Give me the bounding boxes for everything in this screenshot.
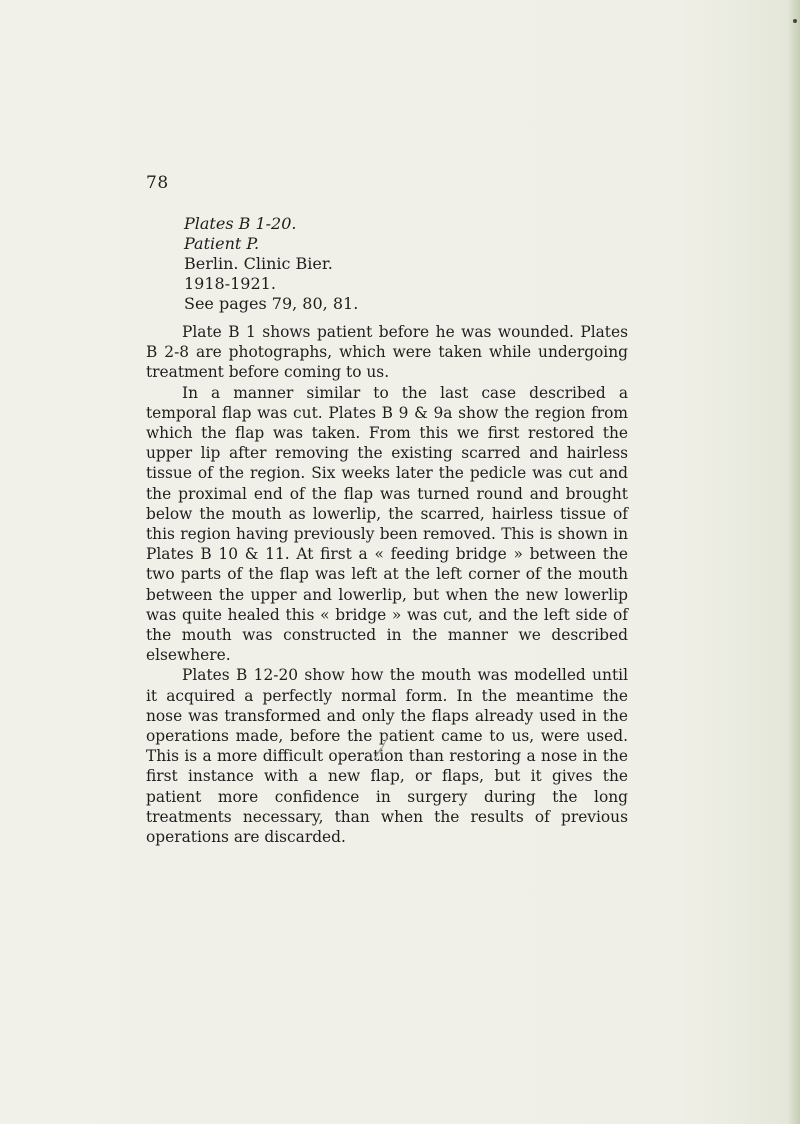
caption-see-pages: See pages 79, 80, 81.	[184, 294, 359, 313]
body-text	[146, 322, 628, 847]
paragraph-3: Plates B 12-20 show how the mouth was modelled until it acquired a perfectly normal form. In the meantime the nose was transformed and only the flaps already used in the operations made, before the patient came to us, were used. This is a more difficult operation than restoring a nose in the first instance with a new flap, or flaps, but it gives the patient more confidence in surgery during the long treatments necessary, than when the results of previous operations are discarded.	[146, 666, 628, 847]
ink-dot-mark	[793, 19, 797, 23]
page-edge-shadow	[788, 0, 800, 1124]
pencil-scratch-mark	[372, 732, 390, 762]
plate-caption	[184, 214, 358, 314]
caption-plates: Plates B 1-20.	[184, 214, 297, 233]
page-number: 78	[146, 173, 169, 193]
paragraph-1: Plate B 1 shows patient before he was wounded. Plates B 2-8 are photographs, which were taken while undergoing treatment before coming to us.	[146, 323, 628, 382]
caption-patient: Patient P.	[184, 234, 260, 253]
caption-clinic: Berlin. Clinic Bier.	[184, 254, 333, 273]
caption-years: 1918-1921.	[184, 274, 276, 293]
paragraph-2: In a manner similar to the last case described a temporal flap was cut. Plates B 9 & 9a show the region from which the flap was taken. From this we first restored the upper lip after removing the existing scarred and hairless tissue of the region. Six weeks later the pedicle was cut and the proximal end of the flap was turned round and brought below the mouth as lowerlip, the scarred, hairless tissue of this region having previously been removed. This is shown in Plates B 10 & 11. At first a « feeding bridge » between the two parts of the flap was left at the left corner of the mouth between the upper and lowerlip, but when the new lowerlip was quite healed this « bridge » was cut, and the left side of the mouth was constructed in the manner we described elsewhere.	[146, 383, 628, 665]
